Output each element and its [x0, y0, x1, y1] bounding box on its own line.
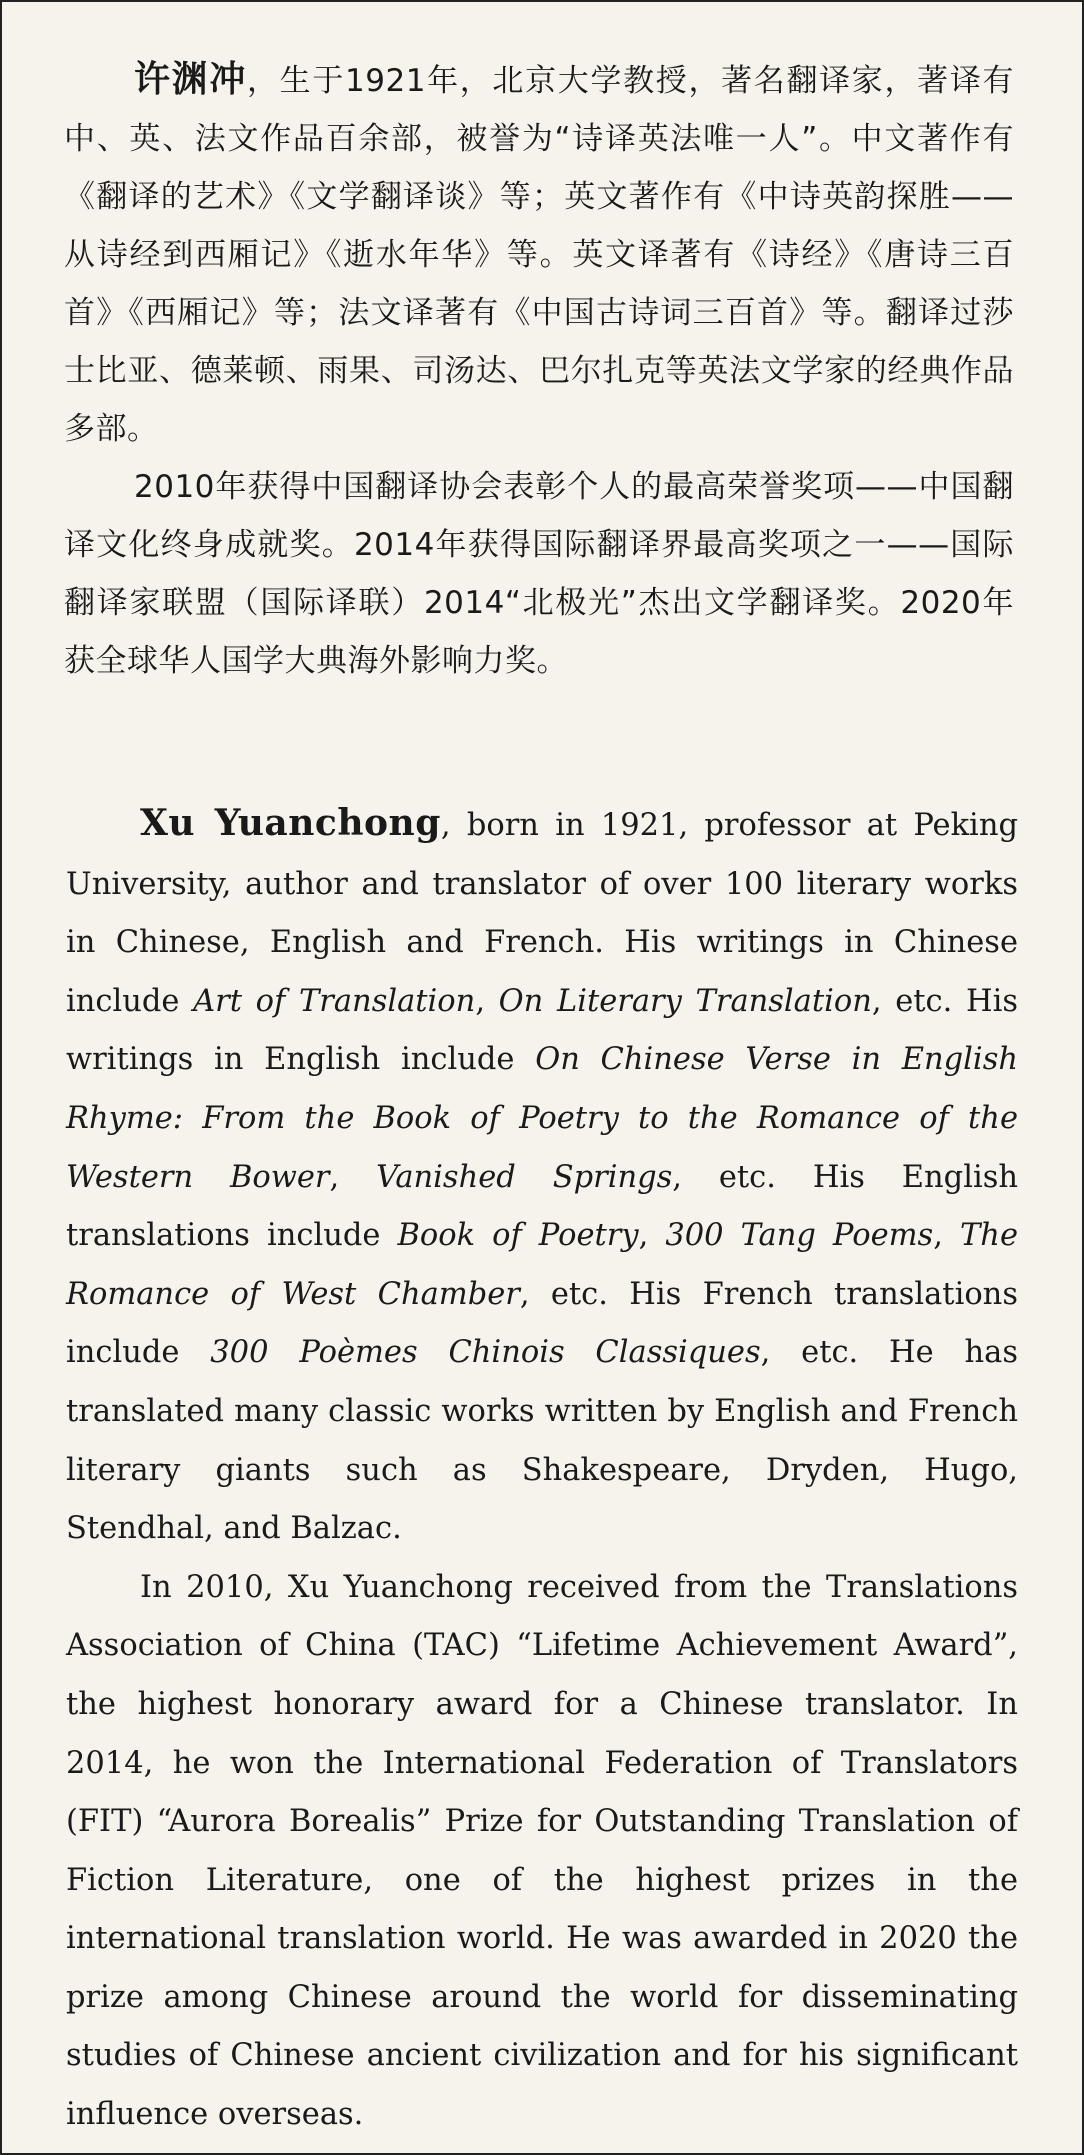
chinese-name: 许渊冲: [134, 58, 248, 100]
english-text: ,: [933, 1218, 960, 1254]
english-name: Xu Yuanchong: [140, 802, 441, 844]
chinese-paragraph-1-text: ，生于1921年，北京大学教授，著名翻译家，著译有中、英、法文作品百余部，被誉为“诗译英法唯一人”。中文著作有《翻译的艺术》《文学翻译谈》等；英文著作有《中诗英韵探胜——从诗经到西厢记》《逝水年华》等。英文译著有《诗经》《唐诗三百首》《西厢记》等；法文译著有《中国古诗词三百首》等。翻译过莎士比亚、德莱顿、雨果、司汤达、巴尔扎克等英法文学家的经典作品多部。: [64, 63, 1014, 447]
book-title: Book of Poetry: [397, 1218, 639, 1254]
english-text: , born in 1921, professor at Peking University, author and translator of over 100 literary works in Chinese, English and French. His writings in Chinese include: [66, 808, 1018, 1019]
chinese-paragraph-1: [64, 50, 1014, 458]
english-text: ,: [475, 983, 499, 1019]
book-title: The Romance of West Chamber: [66, 1218, 1018, 1312]
book-title: 300 Poèmes Chinois Classiques: [210, 1335, 761, 1371]
book-title: On Literary Translation: [498, 983, 872, 1019]
english-paragraph-2: In 2010, Xu Yuanchong received from the Translations Association of China (TAC) “Lifetime Achievement Award”, the highest honorary award for a Chinese translator. In 2014, he won the International Federation of Translators (FIT) “Aurora Borealis” Prize for Outstanding Translation of Fiction Literature, one of the highest prizes in the international translation world. He was awarded in 2020 the prize among Chinese around the world for disseminating studies of Chinese ancient civilization and for his significant influence overseas.: [66, 1569, 1018, 2133]
english-text: , etc. He has translated many classic works written by English and French literary giants such as Shakespeare, Dryden, Hugo, Stendhal, and Balzac.: [66, 1335, 1018, 1547]
english-text: , etc. His French translations include: [66, 1276, 1018, 1371]
book-title: Art of Translation: [193, 983, 476, 1019]
book-title: 300 Tang Poems: [665, 1218, 934, 1254]
english-paragraph-1: [66, 794, 1018, 1559]
english-text: , etc. His English translations include: [66, 1159, 1019, 1254]
book-title: On Chinese Verse in English Rhyme: From the Book of Poetry to the Romance of the Western Bower: [66, 1042, 1018, 1195]
chinese-bio: [64, 50, 1014, 690]
english-text: , etc. His writings in English include: [66, 983, 1018, 1078]
english-text: ,: [638, 1218, 666, 1254]
chinese-paragraph-2: 2010年获得中国翻译协会表彰个人的最高荣誉奖项——中国翻译文化终身成就奖。2014年获得国际翻译界最高奖项之一——国际翻译家联盟（国际译联）2014“北极光”杰出文学翻译奖。2020年获全球华人国学大典海外影响力奖。: [64, 469, 1014, 679]
english-text: ,: [329, 1159, 377, 1195]
english-bio: [66, 794, 1018, 2145]
book-title: Vanished Springs: [376, 1159, 673, 1195]
